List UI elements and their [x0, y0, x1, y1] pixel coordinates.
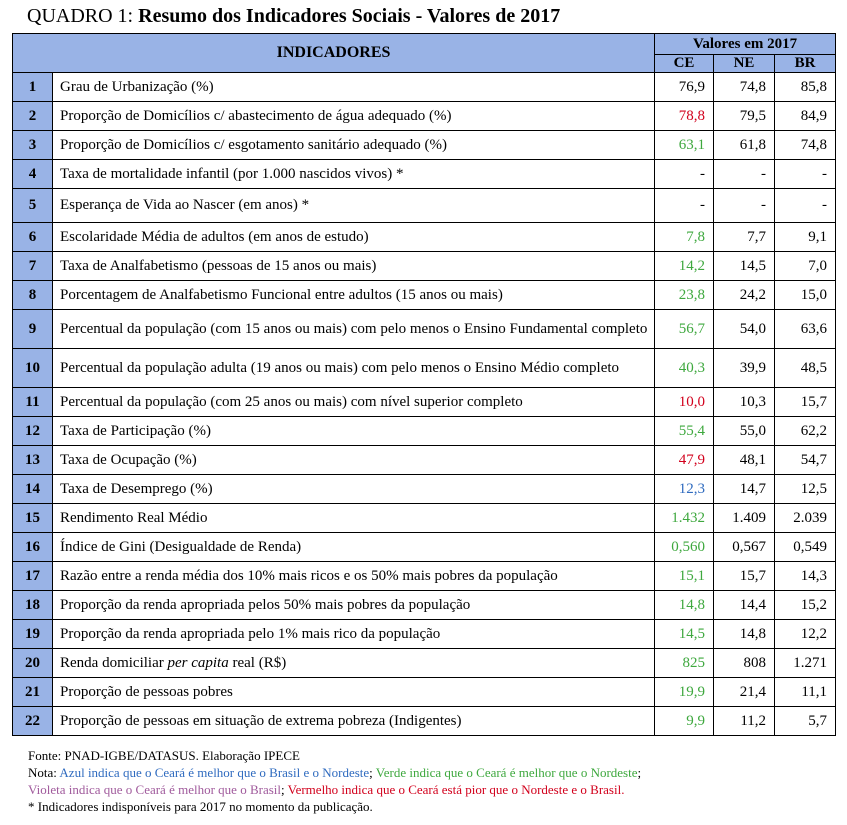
row-number: 11 [13, 388, 53, 417]
row-number: 18 [13, 591, 53, 620]
value-ne: 10,3 [714, 388, 775, 417]
indicator-label: Porcentagem de Analfabetismo Funcional entre adultos (15 anos ou mais) [53, 281, 655, 310]
indicator-label: Taxa de Ocupação (%) [53, 446, 655, 475]
value-ce: 14,5 [655, 620, 714, 649]
value-ce: 15,1 [655, 562, 714, 591]
value-ne: 39,9 [714, 349, 775, 388]
table-row [13, 252, 836, 281]
value-br: 2.039 [775, 504, 836, 533]
value-ce: 0,560 [655, 533, 714, 562]
row-number: 1 [13, 73, 53, 102]
indicator-label [53, 649, 655, 678]
indicator-label: Proporção da renda apropriada pelo 1% mais rico da população [53, 620, 655, 649]
value-br: 15,0 [775, 281, 836, 310]
indicator-label: Percentual da população (com 15 anos ou mais) com pelo menos o Ensino Fundamental completo [53, 310, 655, 349]
value-ne: 0,567 [714, 533, 775, 562]
value-ne: 79,5 [714, 102, 775, 131]
value-ne: - [714, 160, 775, 189]
value-ce: 10,0 [655, 388, 714, 417]
notes [28, 747, 641, 815]
indicator-label: Taxa de mortalidade infantil (por 1.000 nascidos vivos) * [53, 160, 655, 189]
value-ce: 19,9 [655, 678, 714, 707]
indicator-label: Taxa de Desemprego (%) [53, 475, 655, 504]
value-br: - [775, 189, 836, 223]
value-ne: 48,1 [714, 446, 775, 475]
row-number: 12 [13, 417, 53, 446]
table-row [13, 678, 836, 707]
footnote: * Indicadores indisponíveis para 2017 no momento da publicação. [28, 799, 373, 814]
row-number: 17 [13, 562, 53, 591]
value-br: 54,7 [775, 446, 836, 475]
indicator-label: Índice de Gini (Desigualdade de Renda) [53, 533, 655, 562]
value-br: 62,2 [775, 417, 836, 446]
row-number: 22 [13, 707, 53, 736]
value-ce: 825 [655, 649, 714, 678]
indicator-label: Proporção de Domicílios c/ abastecimento de água adequado (%) [53, 102, 655, 131]
column-header-ne: NE [714, 55, 775, 73]
indicator-label: Percentual da população (com 25 anos ou mais) com nível superior completo [53, 388, 655, 417]
indicator-label: Proporção de pessoas em situação de extrema pobreza (Indigentes) [53, 707, 655, 736]
table-row [13, 504, 836, 533]
value-br: 48,5 [775, 349, 836, 388]
row-number: 13 [13, 446, 53, 475]
value-br: 15,2 [775, 591, 836, 620]
value-ne: 21,4 [714, 678, 775, 707]
table-row [13, 533, 836, 562]
table-row [13, 562, 836, 591]
column-header-br: BR [775, 55, 836, 73]
value-ce: 55,4 [655, 417, 714, 446]
indicator-label: Proporção de pessoas pobres [53, 678, 655, 707]
legend-violet: Violeta indica que o Ceará é melhor que o Brasil [28, 782, 281, 797]
value-br: 11,1 [775, 678, 836, 707]
title-prefix: QUADRO 1: [27, 5, 139, 27]
indicator-label: Percentual da população adulta (19 anos ou mais) com pelo menos o Ensino Médio completo [53, 349, 655, 388]
row-number: 9 [13, 310, 53, 349]
value-ne: 55,0 [714, 417, 775, 446]
table-row [13, 189, 836, 223]
header-indicadores: INDICADORES [13, 34, 655, 73]
value-ne: 74,8 [714, 73, 775, 102]
table-row [13, 223, 836, 252]
nota-prefix: Nota: [28, 765, 60, 780]
value-br: 63,6 [775, 310, 836, 349]
legend-separator: ; [637, 765, 642, 780]
indicators-table [12, 33, 836, 736]
value-br: 15,7 [775, 388, 836, 417]
row-number: 21 [13, 678, 53, 707]
value-ce: 23,8 [655, 281, 714, 310]
value-ne: 11,2 [714, 707, 775, 736]
column-header-ce: CE [655, 55, 714, 73]
value-ce: 63,1 [655, 131, 714, 160]
value-ce: 76,9 [655, 73, 714, 102]
value-ce: 7,8 [655, 223, 714, 252]
color-legend-line1 [28, 764, 641, 781]
row-number: 3 [13, 131, 53, 160]
value-ce: 1.432 [655, 504, 714, 533]
value-ne: 54,0 [714, 310, 775, 349]
indicator-label: Rendimento Real Médio [53, 504, 655, 533]
value-br: 74,8 [775, 131, 836, 160]
value-br: 12,5 [775, 475, 836, 504]
value-ce: 78,8 [655, 102, 714, 131]
table-row [13, 281, 836, 310]
indicator-label: Proporção de Domicílios c/ esgotamento sanitário adequado (%) [53, 131, 655, 160]
table-body [13, 73, 836, 736]
legend-red: Vermelho indica que o Ceará está pior que o Nordeste e o Brasil. [287, 782, 625, 797]
indicator-label: Escolaridade Média de adultos (em anos de estudo) [53, 223, 655, 252]
table-row [13, 131, 836, 160]
indicator-label: Taxa de Analfabetismo (pessoas de 15 anos ou mais) [53, 252, 655, 281]
title-main: Resumo dos Indicadores Sociais - Valores de 2017 [138, 5, 561, 27]
value-br: 9,1 [775, 223, 836, 252]
value-ne: 14,5 [714, 252, 775, 281]
table-row [13, 649, 836, 678]
legend-separator: ; [281, 782, 288, 797]
row-number: 7 [13, 252, 53, 281]
value-ce: 56,7 [655, 310, 714, 349]
legend-blue: Azul indica que o Ceará é melhor que o Brasil e o Nordeste [59, 765, 370, 780]
indicator-label: Razão entre a renda média dos 10% mais ricos e os 50% mais pobres da população [53, 562, 655, 591]
value-ce: 14,8 [655, 591, 714, 620]
value-br: 0,549 [775, 533, 836, 562]
table-row [13, 620, 836, 649]
value-ne: 61,8 [714, 131, 775, 160]
value-ne: 14,7 [714, 475, 775, 504]
value-ce: - [655, 160, 714, 189]
table-row [13, 388, 836, 417]
value-ne: 808 [714, 649, 775, 678]
table-row [13, 160, 836, 189]
table-row [13, 73, 836, 102]
page-title [27, 5, 560, 28]
value-ne: 1.409 [714, 504, 775, 533]
row-number: 10 [13, 349, 53, 388]
value-ce: - [655, 189, 714, 223]
value-br: 1.271 [775, 649, 836, 678]
table-row [13, 475, 836, 504]
table-row [13, 707, 836, 736]
row-number: 6 [13, 223, 53, 252]
row-number: 19 [13, 620, 53, 649]
indicator-label: Proporção da renda apropriada pelos 50% mais pobres da população [53, 591, 655, 620]
value-ce: 40,3 [655, 349, 714, 388]
header-valores: Valores em 2017 [655, 34, 836, 55]
legend-green: Verde indica que o Ceará é melhor que o Nordeste [375, 765, 638, 780]
value-ce: 47,9 [655, 446, 714, 475]
indicator-label-part: Renda domiciliar [60, 654, 168, 671]
indicator-label-part: per capita [167, 654, 229, 671]
value-ne: 7,7 [714, 223, 775, 252]
table-row [13, 349, 836, 388]
indicator-label: Esperança de Vida ao Nascer (em anos) * [53, 189, 655, 223]
table-row [13, 102, 836, 131]
row-number: 16 [13, 533, 53, 562]
row-number: 4 [13, 160, 53, 189]
legend-separator: ; [369, 765, 376, 780]
value-ne: 15,7 [714, 562, 775, 591]
value-ce: 14,2 [655, 252, 714, 281]
table-row [13, 310, 836, 349]
row-number: 15 [13, 504, 53, 533]
row-number: 8 [13, 281, 53, 310]
row-number: 14 [13, 475, 53, 504]
value-ce: 9,9 [655, 707, 714, 736]
indicator-label: Grau de Urbanização (%) [53, 73, 655, 102]
source-note: Fonte: PNAD-IGBE/DATASUS. Elaboração IPECE [28, 748, 300, 763]
table-row [13, 446, 836, 475]
value-ne: 14,8 [714, 620, 775, 649]
value-br: 84,9 [775, 102, 836, 131]
value-br: - [775, 160, 836, 189]
value-ne: 24,2 [714, 281, 775, 310]
row-number: 5 [13, 189, 53, 223]
row-number: 2 [13, 102, 53, 131]
indicator-label-part: real (R$) [228, 654, 287, 671]
value-br: 7,0 [775, 252, 836, 281]
table-row [13, 417, 836, 446]
table-row [13, 591, 836, 620]
value-br: 12,2 [775, 620, 836, 649]
value-br: 14,3 [775, 562, 836, 591]
value-ne: 14,4 [714, 591, 775, 620]
color-legend-line2 [28, 781, 641, 798]
indicator-label: Taxa de Participação (%) [53, 417, 655, 446]
value-br: 85,8 [775, 73, 836, 102]
row-number: 20 [13, 649, 53, 678]
value-ne: - [714, 189, 775, 223]
value-ce: 12,3 [655, 475, 714, 504]
value-br: 5,7 [775, 707, 836, 736]
